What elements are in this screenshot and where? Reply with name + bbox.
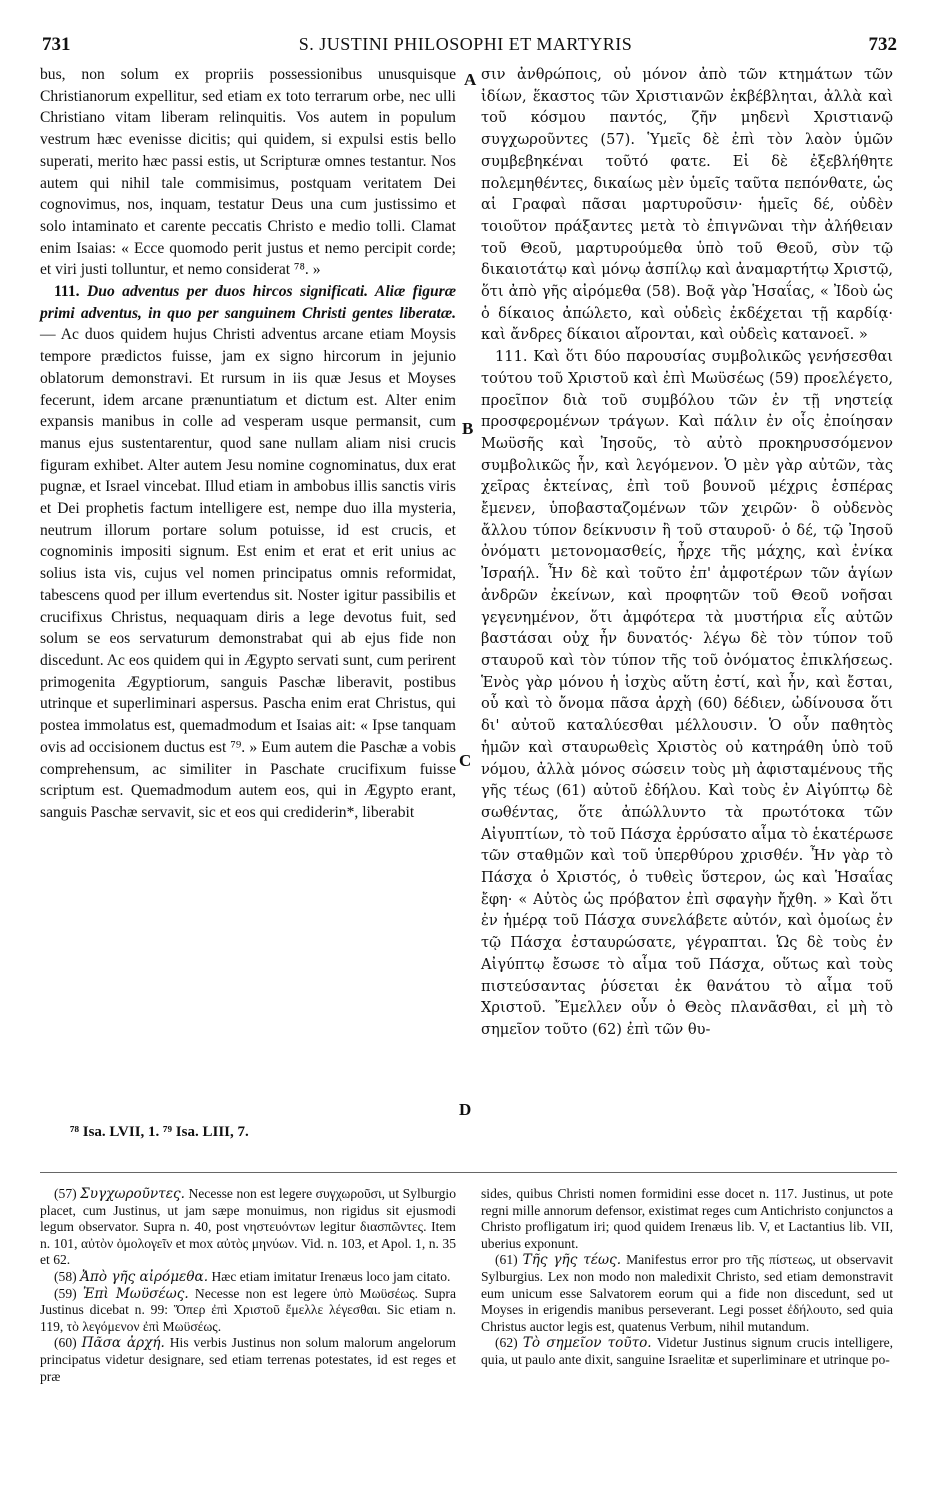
footnote-59: (59) Ἐπὶ Μωϋσέως. Necesse non est legere ὑπὸ Μωϋσέως. Supra Justinus dicebat n. 99: Ὅπερ ἐπὶ Χριστοῦ ἔμελλε λέγεσθαι. Sic etiam n. 119, τὸ λεγόμενον ἐπὶ Μωϋσέως. [40, 1285, 456, 1334]
right-page-number: 732 [868, 34, 897, 55]
latin-section-number: 111. [54, 283, 80, 301]
greek-paragraph-1: σιν ἀνθρώποις, οὐ μόνον ἀπὸ τῶν κτημάτων τῶν ἰδίων, ἕκαστος τῶν Χριστιανῶν ἐκβέβληται, ἀλλὰ καὶ τοῦ κόσμου παντός, ζῆν μηδενὶ Χριστιανῷ συγχωροῦντες (57). Ὑμεῖς δὲ ἐπὶ τὸν λαὸν ὑμῶν συμβεβηκέναι τοῦτό φατε. Εἰ δὲ ἐξεβλήθητε πολεμηθέντες, δικαίως μὲν ὑμεῖς ταῦτα πεπόνθατε, ὡς αἱ Γραφαὶ πᾶσαι μαρτυροῦσιν· ἡμεῖς δέ, οὐδὲν τοιοῦτον πράξαντες μετὰ τὸ ἐπιγνῶναι τὴν ἀλήθειαν τοῦ Θεοῦ, μαρτυρούμεθα ὑπὸ τοῦ Θεοῦ, σὺν τῷ δικαιοτάτῳ καὶ μόνῳ ἀσπίλῳ καὶ ἀναμαρτήτῳ Χριστῷ, ὅτι ἀπὸ γῆς αἰρόμεθα (58). Βοᾷ γὰρ Ἡσαΐας, « Ἰδοὺ ὡς ὁ δίκαιος ἀπώλετο, καὶ οὐδεὶς ἐκδέχεται τῇ καρδίᾳ· καὶ ἄνδρες δίκαιοι αἴρονται, καὶ οὐδεὶς κατανοεῖ. » [481, 66, 893, 344]
left-page-number: 731 [42, 34, 71, 55]
footnote-58: (58) Ἀπὸ γῆς αἰρόμεθα. Hæc etiam imitatur Irenæus loco jam citato. [54, 1268, 451, 1285]
latin-paragraph-2 [40, 281, 456, 824]
footnote-61: (61) Τῆς γῆς τέως. Manifestus error pro τῆς πίστεως, ut observavit Sylburgius. Lex non modo non maledixit Christo, sed etiam demonstravit eum unicum esse Salvatorem eorum qui a fide non discedunt, sed ut Moyses in erigendis manibus perseverant. Legi posset ἐδήλουτο, sed quia Christus auctor legis est, quatenus Verbum, nihil mutandum. [481, 1252, 893, 1334]
latin-section-heading: Duo adventus per duos hircos significati. Aliæ figuræ primi adventus, in quo per sanguinem Christi gentes liberatæ. [40, 283, 456, 322]
greek-paragraph-2: 111. Καὶ ὅτι δύο παρουσίας συμβολικῶς γενήσεσθαι τούτου τοῦ Χριστοῦ καὶ ἐπὶ Μωϋσέως (59) προελέγετο, προεῖπον διὰ τοῦ συμβόλου τῶν ἐν τῇ νηστείᾳ προσφερομένων τράγων. Καὶ πάλιν ἐν οἷς ἐποίησαν Μωϋσῆς καὶ Ἰησοῦς, τὸ αὐτὸ προκηρυσσόμενον συμβολικῶς ἦν, καὶ λεγόμενον. Ὁ μὲν γὰρ αὐτῶν, τὰς χεῖρας ἐκτείνας, ἐπὶ τοῦ βουνοῦ μέχρις ἑσπέρας ἔμενεν, ὑποβασταζομένων τῶν χειρῶν· ὃ οὐδενὸς ἄλλου τύπον δείκνυσιν ἢ τοῦ σταυροῦ· ὁ δέ, τῷ Ἰησοῦ ὀνόματι μετονομασθείς, ἦρχε τῆς μάχης, καὶ ἐνίκα Ἰσραήλ. Ἦν δὲ καὶ τοῦτο ἐπ' ἀμφοτέρων τῶν ἁγίων ἀνδρῶν ἐκείνων, καὶ προφητῶν τοῦ Θεοῦ νοῆσαι γεγενημένον, ὅτι ἀμφότερα τὰ μυστήρια εἷς αὐτῶν βαστάσαι οὐχ ἦν δυνατός· λέγω δὲ τὸν τύπον τοῦ σταυροῦ καὶ τὸν τύπον τῆς τοῦ ὀνόματος ἐπικλήσεως. Ἑνὸς γὰρ μόνου ἡ ἰσχὺς αὕτη ἐστί, καὶ ἦν, καὶ ἔσται, οὗ καὶ τὸ ὄνομα πᾶσα ἀρχὴ (60) δέδιεν, ὠδίνουσα ὅτι δι' αὐτοῦ καταλύεσθαι μέλλουσιν. Ὁ οὖν παθητὸς ἡμῶν καὶ σταυρωθεὶς Χριστὸς οὐ κατηράθη ὑπὸ τοῦ νόμου, ἀλλὰ μόνος σώσειν τοὺς μὴ ἀφισταμένους τῆς γῆς τέως (61) αὐτοῦ ἐδήλου. Καὶ τοὺς ἐν Αἰγύπτῳ δὲ σωθέντας, ὅτε ἀπώλλυντο τὰ πρωτότοκα τῶν Αἰγυπτίων, τὸ τοῦ Πάσχα ἐρρύσατο αἷμα τὸ ἑκατέρωσε τῶν σταθμῶν καὶ τοῦ ὑπερθύρου χρισθέν. Ἦν γὰρ τὸ Πάσχα ὁ Χριστός, ὁ τυθεὶς ὕστερον, ὡς καὶ Ἡσαΐας ἔφη· « Αὐτὸς ὡς πρόβατον ἐπὶ σφαγὴν ἤχθη. » Καὶ ὅτι ἐν ἡμέρᾳ τοῦ Πάσχα συνελάβετε αὐτόν, καὶ ὁμοίως ἐν τῷ Πάσχα ἐσταυρώσατε, γέγραπται. Ὡς δὲ τοὺς ἐν Αἰγύπτῳ ἔσωσε τὸ αἷμα τοῦ Πάσχα, οὕτως καὶ τοὺς πιστεύσαντας ῥύσεται ἐκ θανάτου τὸ αἷμα τοῦ Χριστοῦ. Ἔμελλεν οὖν ὁ Θεὸς πλανᾶσθαι, εἰ μὴ τὸ σημεῖον τοῦτο (62) ἐπὶ τῶν θυ- [481, 348, 893, 1038]
margin-letter-c: C [459, 751, 472, 770]
footnotes-left [40, 1186, 456, 1385]
scripture-references: ⁷⁸ Isa. LVII, 1. ⁷⁹ Isa. LIII, 7. [70, 1124, 249, 1140]
margin-letter-a: A [464, 70, 477, 89]
footnote-divider [40, 1172, 897, 1173]
latin-section-body: — Ac duos quidem hujus Christi adventus arcane etiam Moysis tempore prædictos fuisse, jam ex signo hircorum in jejunio oblatorum demonstravi. Et rursum in iis quæ Jesus et Moyses fecerunt, idem arcane prænuntiatum et dictum est. Alter enim expansis manibus in colle ad vesperam usque permansit, cum manus ejus sustentarentur, quod sane nullam aliam nisi crucis figuram exhibet. Alter autem Jesu nomine cognominatus, dux erat pugnæ, et Israel vincebat. Illud etiam in ambobus illis sanctis viris et Dei prophetis factum intelligere est, nempe duo illa mysteria, neutrum illorum portare solum potuisse, id est crucis, et cognominis impositi signum. Est enim et erat et erit unius ac solius ista vis, cujus vel nomen principatus omnis reformidat, tabescens quod per illum evertendus sit. Noster igitur passibilis et crucifixus Christus, nequaquam diris a lege devotus fuit, sed solum se eos servaturum demonstrabat qui ab ejus fide non discedunt. Ac eos quidem qui in Ægypto servati sunt, cum perirent primogenita Ægyptiorum, sanguis Paschæ liberavit, postibus utrinque et superliminari aspersus. Pascha enim erat Christus, qui postea immolatus est, quemadmodum et Isaias ait: « Ipse tanquam ovis ad occisionem ductus est ⁷⁹. » Eum autem die Paschæ a vobis comprehensum, ac similiter in Paschate crucifixum fuisse scriptum est. Quemadmodum autem eos, qui in Ægypto erant, sanguis Paschæ servavit, sic et eos qui crediderin*, liberabit [40, 326, 456, 821]
margin-letter-d: D [459, 1100, 472, 1119]
footnote-62: (62) Τὸ σημεῖον τοῦτο. Videtur Justinus signum crucis intelligere, quia, ut paulo ante dixit, sanguine Israelitæ et superliminare et utrinque po- [481, 1335, 894, 1367]
footnote-60-continued: sides, quibus Christi nomen formidini esse docet n. 117. Justinus, ut pote regni mille annorum defensor, existimat reges cum Antichristo conjunctos a Christo profligatum iri; quod quidem Irenæus lib. V, et Lactantius lib. VII, uberius exponunt. [481, 1186, 893, 1251]
latin-paragraph-1: bus, non solum ex propriis possessionibus unusquisque Christianorum expellitur, sed etiam ex toto terrarum orbe, nec ulli Christiano vitam liberam relinquitis. Vos autem in populum vestrum hæc evenisse dicitis; qui quidem, si expulsi estis bello superati, merito hæc passi estis, ut Scripturæ omnes testantur. Nos autem qui nihil tale commisimus, postquam veritatem Dei cognovimus, nos, inquam, testatur Deus una cum justissimo et solo intaminato et carente peccatis Christo e medio tolli. Clamat enim Isaias: « Ecce quomodo perit justus et nemo percipit corde; et viri justi tolluntur, et nemo considerat ⁷⁸. » [40, 66, 456, 279]
page-header [0, 34, 931, 58]
running-title: S. JUSTINI PHILOSOPHI ET MARTYRIS [298, 34, 633, 54]
footnote-60: (60) Πᾶσα ἀρχή. His verbis Justinus non solum malorum angelorum principatus videtur designare, sed etiam terrenas potestates, id est reges et præ [40, 1335, 456, 1384]
margin-letter-b: B [462, 419, 474, 438]
greek-column [481, 64, 893, 1041]
footnotes-right [481, 1186, 893, 1369]
latin-column [40, 64, 456, 824]
footnote-57: (57) Συγχωροῦντες. Necesse non est legere συγχωροῦσι, ut Sylburgio placet, cum Justinus, ut jam sæpe monuimus, non rigidus sit ejusmodi legum observator. Supra n. 40, post νηστευόντων legitur διασπῶντες. Item n. 101, αὐτὸν ὁμολογεῖν et mox αὐτὸς μηνύων. Vid. n. 103, et Apol. 1, n. 35 et 62. [40, 1186, 456, 1268]
